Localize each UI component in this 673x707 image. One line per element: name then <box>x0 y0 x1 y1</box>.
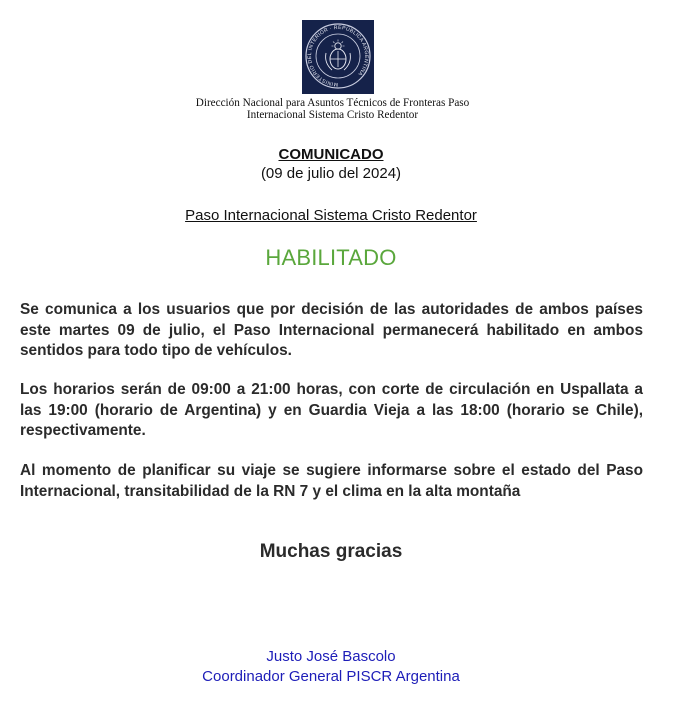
seal-text: MINISTERIO DEL INTERIOR · REPÚBLICA ARGENTINA <box>306 24 370 88</box>
ministry-seal-logo <box>302 20 374 94</box>
notice-date: (09 de julio del 2024) <box>260 165 402 182</box>
crossing-status: HABILITADO <box>265 245 397 270</box>
closing-thanks: Muchas gracias <box>259 541 403 562</box>
organization-line-1: Dirección Nacional para Asuntos Técnicos de Fronteras Paso <box>195 97 470 109</box>
paragraph-advice: Al momento de planificar su viaje se sugiere informarse sobre el estado del Paso Internacional, transitabilidad de la RN 7 y el clima en la alta montaña <box>20 462 643 500</box>
paragraph-announcement: Se comunica a los usuarios que por decisión de las autoridades de ambos países este martes 09 de julio, el Paso Internacional permanecerá habilitado en ambos sentidos para todo tipo de vehículos. <box>20 301 643 359</box>
notice-title: COMUNICADO <box>278 146 384 163</box>
signatory-role: Coordinador General PISCR Argentina <box>202 668 460 685</box>
signatory-name: Justo José Bascolo <box>266 648 396 665</box>
crossing-name: Paso Internacional Sistema Cristo Redentor <box>185 207 477 224</box>
paragraph-schedule: Los horarios serán de 09:00 a 21:00 horas, con corte de circulación en Uspallata a las 19:00 (horario de Argentina) y en Guardia Vieja a las 18:00 (horario se Chile), respectivamente. <box>20 381 643 439</box>
argentina-coat-of-arms-icon <box>302 20 374 94</box>
organization-line-2: Internacional Sistema Cristo Redentor <box>246 109 419 121</box>
